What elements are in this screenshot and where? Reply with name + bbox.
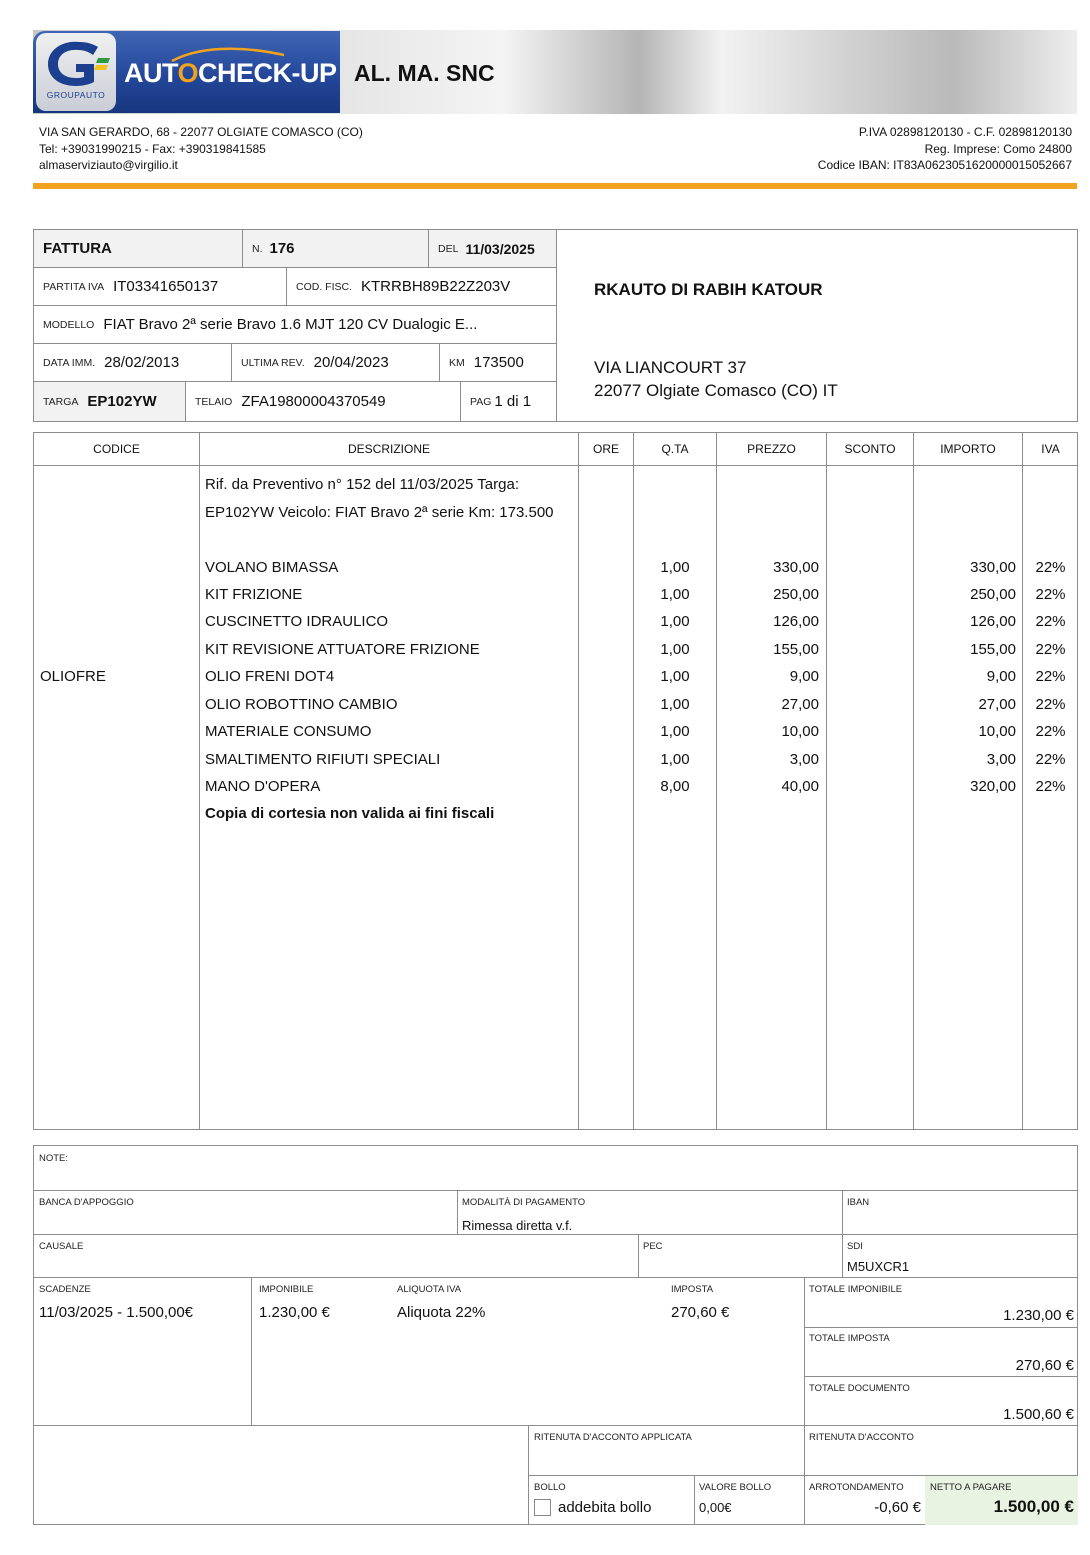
row-qty: 1,00 <box>660 723 690 740</box>
items-table <box>33 432 1078 1130</box>
page-number: 1 di 1 <box>494 393 532 410</box>
row-price: 9,00 <box>789 668 819 685</box>
net-to-pay-label: NETTO A PAGARE <box>930 1482 1012 1493</box>
pec-label: PEC <box>643 1241 663 1252</box>
taxable-label: IMPONIBILE <box>259 1284 314 1295</box>
stamp-value: 0,00€ <box>699 1500 732 1515</box>
table-row <box>34 691 1077 718</box>
reg-date: 28/02/2013 <box>104 354 180 371</box>
divider <box>34 1277 1078 1278</box>
customer-city: 22077 Olgiate Comasco (CO) IT <box>594 381 838 400</box>
total-document-label: TOTALE DOCUMENTO <box>809 1383 910 1394</box>
vehicle-model: FIAT Bravo 2ª serie Bravo 1.6 MJT 120 CV Dualogic E... <box>103 316 478 333</box>
company-contacts <box>39 124 363 174</box>
row-price: 40,00 <box>781 778 819 795</box>
divider <box>528 1425 529 1525</box>
model-row <box>34 306 556 344</box>
row-vat: 22% <box>1035 559 1066 576</box>
invoice-number: 176 <box>269 240 295 257</box>
row-vat: 22% <box>1035 778 1066 795</box>
customer-address <box>594 356 838 402</box>
row-description: MATERIALE CONSUMO <box>205 723 372 740</box>
company-iban: Codice IBAN: IT83A0623051620000015052667 <box>817 158 1072 172</box>
km-label: KM <box>449 356 465 369</box>
payment-method: Rimessa diretta v.f. <box>462 1218 573 1233</box>
row-description: KIT REVISIONE ATTUATORE FRIZIONE <box>205 641 480 658</box>
fiscal-code: KTRRBH89B22Z203V <box>361 278 511 295</box>
row-amount: 27,00 <box>978 696 1016 713</box>
invoice-number-label: N. <box>252 242 263 255</box>
stamp-duty-label: BOLLO <box>534 1482 566 1493</box>
vehicle-dates-row <box>34 344 556 382</box>
due-dates: 11/03/2025 - 1.500,00€ <box>39 1304 194 1321</box>
row-amount: 10,00 <box>978 723 1016 740</box>
model-cell <box>34 306 556 343</box>
row-amount: 250,00 <box>970 586 1016 603</box>
company-email: almaserviziauto@virgilio.it <box>39 158 178 172</box>
invoice-date-label: DEL <box>438 242 459 255</box>
row-vat: 22% <box>1035 613 1066 630</box>
divider <box>842 1190 843 1277</box>
groupauto-label: GROUPAUTO <box>46 90 106 100</box>
fiscal-code-label: COD. FISC. <box>296 280 353 293</box>
bank-label: BANCA D'APPOGGIO <box>39 1197 134 1208</box>
company-vat: P.IVA 02898120130 - C.F. 02898120130 <box>858 125 1072 139</box>
row-description: OLIO ROBOTTINO CAMBIO <box>205 696 398 713</box>
row-code: OLIOFRE <box>40 668 106 685</box>
chassis-label: TELAIO <box>195 395 233 408</box>
due-dates-label: SCADENZE <box>39 1284 91 1295</box>
total-tax: 270,60 € <box>1015 1357 1074 1374</box>
invoice-number-cell <box>243 230 429 267</box>
sdi-code: M5UXCR1 <box>847 1259 910 1274</box>
last-rev-cell <box>232 344 440 381</box>
invoice-title-row <box>34 230 556 268</box>
last-rev: 20/04/2023 <box>313 354 389 371</box>
net-to-pay: 1.500,00 € <box>993 1497 1074 1516</box>
km-cell <box>440 344 556 381</box>
row-price: 3,00 <box>789 751 819 768</box>
row-description: KIT FRIZIONE <box>205 586 303 603</box>
last-rev-label: ULTIMA REV. <box>241 356 305 369</box>
reg-date-cell <box>34 344 232 381</box>
courtesy-note: Copia di cortesia non valida ai fini fiscali <box>205 805 495 822</box>
row-qty: 1,00 <box>660 559 690 576</box>
row-qty: 1,00 <box>660 751 690 768</box>
col-header-amount: IMPORTO <box>940 442 996 456</box>
withholding-applied-label: RITENUTA D'ACCONTO APPLICATA <box>534 1432 692 1443</box>
divider <box>804 1277 805 1525</box>
stamp-value-label: VALORE BOLLO <box>699 1482 772 1493</box>
divider <box>638 1234 639 1277</box>
fiscal-code-cell <box>287 268 556 305</box>
plate-cell <box>34 382 186 421</box>
customer-vat: IT03341650137 <box>113 278 219 295</box>
autocheck-logo-text: AUTOCHECK-UP <box>124 58 337 88</box>
table-row <box>34 746 1077 773</box>
vat-rate-label: ALIQUOTA IVA <box>397 1284 462 1295</box>
chassis: ZFA19800004370549 <box>241 393 386 410</box>
row-vat: 22% <box>1035 696 1066 713</box>
row-vat: 22% <box>1035 668 1066 685</box>
row-amount: 9,00 <box>986 668 1016 685</box>
stamp-duty-checkbox-label: addebita bollo <box>558 1499 652 1516</box>
total-taxable: 1.230,00 € <box>1003 1307 1074 1324</box>
notes-label: NOTE: <box>39 1153 69 1164</box>
company-name: AL. MA. SNC <box>354 60 495 86</box>
col-header-hours: ORE <box>592 442 619 456</box>
invoice-info-block <box>33 229 1078 422</box>
table-row <box>34 581 1077 608</box>
reference-line: Rif. da Preventivo n° 152 del 11/03/2025 Targa: <box>205 476 519 493</box>
header-divider <box>33 183 1077 189</box>
total-document: 1.500,60 € <box>1003 1406 1074 1423</box>
row-vat: 22% <box>1035 723 1066 740</box>
divider <box>34 1234 1078 1235</box>
plate-label: TARGA <box>43 395 79 408</box>
row-price: 250,00 <box>773 586 819 603</box>
iban-label: IBAN <box>847 1197 870 1208</box>
table-row <box>34 608 1077 635</box>
row-price: 330,00 <box>773 559 819 576</box>
row-qty: 8,00 <box>660 778 690 795</box>
row-qty: 1,00 <box>660 586 690 603</box>
row-description: VOLANO BIMASSA <box>205 559 339 576</box>
invoice-footer <box>33 1145 1078 1525</box>
row-qty: 1,00 <box>660 668 690 685</box>
customer-street: VIA LIANCOURT 37 <box>594 358 747 377</box>
row-amount: 126,00 <box>970 613 1016 630</box>
chassis-cell <box>186 382 461 421</box>
row-amount: 3,00 <box>986 751 1016 768</box>
row-price: 126,00 <box>773 613 819 630</box>
table-row <box>34 718 1077 745</box>
doc-type-cell <box>34 230 243 267</box>
divider <box>804 1327 1078 1328</box>
company-fiscal-info <box>818 124 1072 174</box>
row-price: 27,00 <box>781 696 819 713</box>
tax-label: IMPOSTA <box>671 1284 714 1295</box>
col-header-vat: IVA <box>1041 442 1060 456</box>
company-phone: Tel: +39031990215 - Fax: +390319841585 <box>39 141 266 156</box>
plate: EP102YW <box>87 393 157 410</box>
row-qty: 1,00 <box>660 696 690 713</box>
total-taxable-label: TOTALE IMPONIBILE <box>809 1284 903 1295</box>
row-amount: 155,00 <box>970 641 1016 658</box>
sdi-label: SDI <box>847 1241 863 1252</box>
divider <box>34 1190 1078 1191</box>
row-description: SMALTIMENTO RIFIUTI SPECIALI <box>205 751 441 768</box>
page-cell <box>461 382 556 421</box>
col-header-code: CODICE <box>93 442 140 456</box>
customer-name: RKAUTO DI RABIH KATOUR <box>594 280 823 299</box>
tax: 270,60 € <box>671 1304 730 1321</box>
row-vat: 22% <box>1035 586 1066 603</box>
divider <box>694 1475 695 1525</box>
table-row <box>34 663 1077 690</box>
row-vat: 22% <box>1035 751 1066 768</box>
row-amount: 320,00 <box>970 778 1016 795</box>
row-qty: 1,00 <box>660 613 690 630</box>
taxable: 1.230,00 € <box>259 1304 330 1321</box>
rounding: -0,60 € <box>874 1499 921 1516</box>
model-label: MODELLO <box>43 318 95 331</box>
vat-label: PARTITA IVA <box>43 280 105 293</box>
reg-date-label: DATA IMM. <box>43 356 96 369</box>
row-vat: 22% <box>1035 641 1066 658</box>
tax-ids-row <box>34 268 556 306</box>
row-price: 10,00 <box>781 723 819 740</box>
payment-method-label: MODALITÀ DI PAGAMENTO <box>462 1197 586 1208</box>
col-header-qty: Q.TA <box>661 442 689 456</box>
vat-cell <box>34 268 287 305</box>
stamp-duty-checkbox[interactable] <box>534 1499 551 1516</box>
invoice-date: 11/03/2025 <box>465 240 535 257</box>
km-value: 173500 <box>473 354 524 371</box>
causale-label: CAUSALE <box>39 1241 84 1252</box>
row-qty: 1,00 <box>660 641 690 658</box>
reference-line: EP102YW Veicolo: FIAT Bravo 2ª serie Km: 173.500 <box>205 504 554 521</box>
divider <box>251 1277 252 1425</box>
row-amount: 330,00 <box>970 559 1016 576</box>
row-description: CUSCINETTO IDRAULICO <box>205 613 389 630</box>
row-description: MANO D'OPERA <box>205 778 321 795</box>
table-row <box>34 636 1077 663</box>
company-registry: Reg. Imprese: Como 24800 <box>924 141 1072 156</box>
col-header-description: DESCRIZIONE <box>347 442 430 456</box>
col-header-price: PREZZO <box>747 442 796 456</box>
table-header <box>34 433 1077 466</box>
invoice-date-cell <box>429 230 556 267</box>
divider <box>804 1376 1078 1377</box>
divider <box>34 1425 1078 1426</box>
doc-type: FATTURA <box>43 240 112 257</box>
withholding-label: RITENUTA D'ACCONTO <box>809 1432 914 1443</box>
vat-rate: Aliquota 22% <box>397 1304 486 1321</box>
row-price: 155,00 <box>773 641 819 658</box>
row-description: OLIO FRENI DOT4 <box>205 668 335 685</box>
page-label: PAG <box>470 395 492 408</box>
invoice-details <box>34 230 557 421</box>
divider <box>457 1190 458 1234</box>
table-row <box>34 554 1077 581</box>
col-header-discount: SCONTO <box>844 442 896 456</box>
plate-row <box>34 382 556 421</box>
total-tax-label: TOTALE IMPOSTA <box>809 1333 890 1344</box>
table-row <box>34 773 1077 800</box>
rounding-label: ARROTONDAMENTO <box>809 1482 904 1493</box>
company-address: VIA SAN GERARDO, 68 - 22077 OLGIATE COMASCO (CO) <box>39 125 363 139</box>
